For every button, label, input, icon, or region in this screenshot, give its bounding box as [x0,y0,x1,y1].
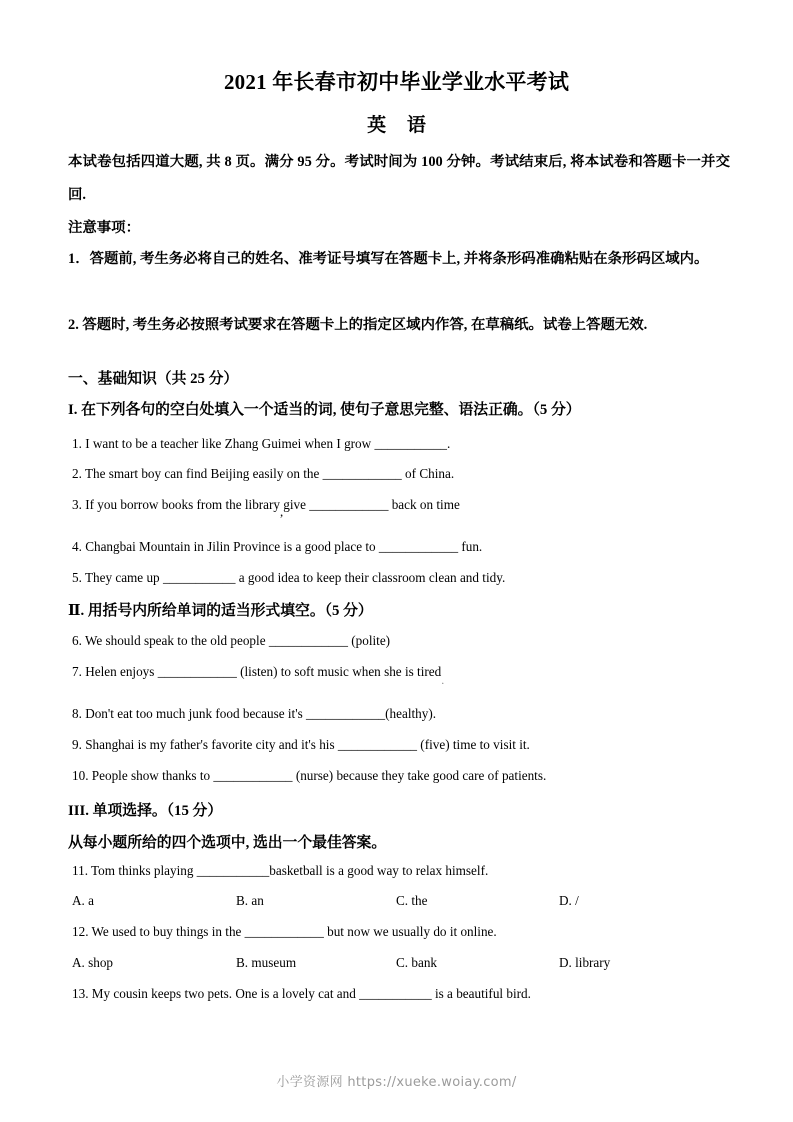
question-3-tail: give ____________ back on time [283,497,460,512]
question-3 [72,496,732,519]
notice-item-1: 1．答题前, 考生务必将自己的姓名、准考证号填写在答题卡上, 并将条形码准确粘贴在条形码区域内。 [68,251,709,267]
section-iii-instruction: 从每小题所给的四个选项中, 选出一个最佳答案。 [68,835,387,851]
question-3-comma: , [280,504,284,519]
question-8: 8. Don't eat too much junk food because it's ____________(healthy). [72,706,437,721]
notice-label: 注意事项： [68,220,140,236]
question-12-stem: 12. We used to buy things in the ____________ but now we usually do it online. [72,924,497,939]
question-7-stem: 7. Helen enjoys ____________ (listen) to soft music when she is tired [72,664,442,679]
question-3-stem: 3. If you borrow books from the library [72,497,281,512]
page-title: 2021 年长春市初中毕业学业水平考试 [223,70,570,94]
option-d[interactable]: D. / [559,893,579,908]
question-9: 9. Shanghai is my father's favorite city and it's his ____________ (five) time to visit it. [72,737,530,752]
part-one-heading: 一、基础知识（共 25 分） [68,371,239,387]
option-b[interactable]: B. museum [236,955,297,970]
intro-paragraph: 本试卷包括四道大题, 共 8 页。满分 95 分。考试时间为 100 分钟。考试结束后, 将本试卷和答题卡一并交回. [68,154,730,203]
question-4: 4. Changbai Mountain in Jilin Province is a good place to ____________ fun. [72,539,483,554]
question-5: 5. They came up ___________ a good idea to keep their classroom clean and tidy. [72,570,506,585]
option-a[interactable]: A. a [72,893,94,908]
question-6: 6. We should speak to the old people ____________ (polite) [72,633,391,648]
question-13-stem: 13. My cousin keeps two pets. One is a lovely cat and ___________ is a beautiful bird. [72,986,531,1001]
section-iii-heading: III. 单项选择。（15 分） [68,803,223,819]
footer-watermark: 小学资源网 https://xueke.woiay.com/ [276,1075,517,1090]
page-subtitle: 英 语 [367,115,434,136]
section-i-heading: I. 在下列各句的空白处填入一个适当的词, 使句子意思完整、语法正确。（5 分） [68,402,581,418]
option-d[interactable]: D. library [559,955,611,970]
option-a[interactable]: A. shop [72,955,114,970]
question-10: 10. People show thanks to ____________ (nurse) because they take good care of patients. [72,768,547,783]
question-2: 2. The smart boy can find Beijing easily on the ____________ of China. [72,466,455,481]
notice-item-2: 2. 答题时, 考生务必按照考试要求在答题卡上的指定区域内作答, 在草稿纸。试卷上答题无效. [68,317,648,333]
option-c[interactable]: C. bank [396,955,438,970]
question-7-period: . [441,673,445,687]
option-b[interactable]: B. an [236,893,264,908]
option-c[interactable]: C. the [396,893,428,908]
section-ii-heading: Ⅱ. 用括号内所给单词的适当形式填空。（5 分） [68,603,373,619]
question-7 [72,663,732,687]
question-1: 1. I want to be a teacher like Zhang Guimei when I grow ___________. [72,436,451,451]
question-11-stem: 11. Tom thinks playing ___________basketball is a good way to relax himself. [72,863,489,878]
